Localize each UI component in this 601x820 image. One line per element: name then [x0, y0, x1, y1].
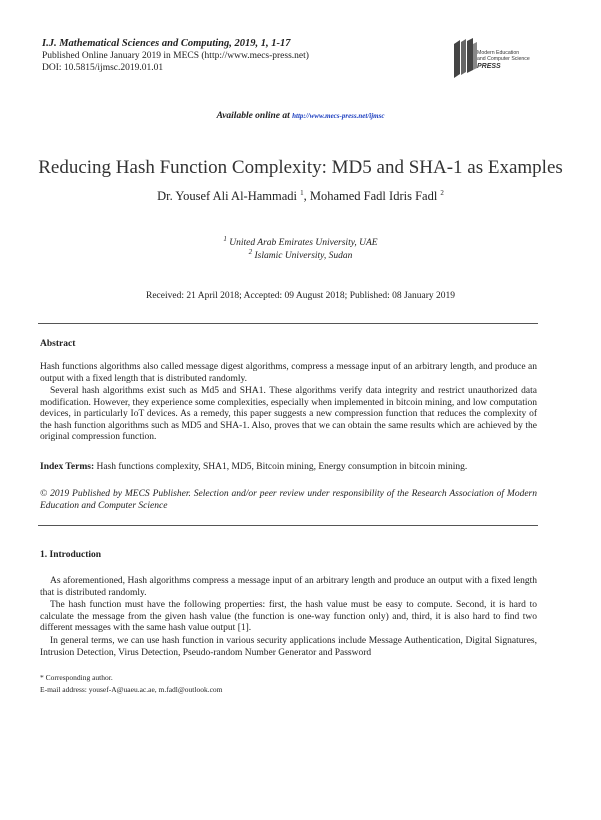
index-terms-text: Hash functions complexity, SHA1, MD5, Bitcoin mining, Energy consumption in bitcoin mining. [96, 462, 468, 472]
doi: DOI: 10.5815/ijmsc.2019.01.01 [42, 63, 164, 73]
abstract-paragraph-1: Hash functions algorithms also called message digest algorithms, compress a message input of an arbitrary length, and produce an output with a fixed length that is distributed randomly. [40, 362, 537, 384]
paper-title: Reducing Hash Function Complexity: MD5 and SHA-1 as Examples [38, 157, 563, 178]
divider-bottom [38, 525, 538, 526]
available-online [0, 111, 601, 121]
intro-paragraph-3: In general terms, we can use hash function in various security applications include Message Authentication, Digital Signatures, Intrusion Detection, Virus Detection, Pseudo-random Number Generator and Password [40, 636, 537, 658]
author-2-sup: 2 [440, 189, 444, 197]
abstract-heading: Abstract [40, 339, 76, 349]
logo-press: PRESS [477, 63, 501, 70]
abstract-paragraph-2: Several hash algorithms exist such as Md5 and SHA1. These algorithms verify data integrity and restrict unauthorized data modification. However, they experience some complexities, especially when implemented in bitcoin mining, and low computation devices, in particularly IoT devices. As a remedy, this paper suggests a new compression function that reduces the complexity of the hash function algorithms such as MD5 and SHA-1. Also, proves that we can obtain the same results which are achieved by the original compression function. [40, 386, 537, 443]
journal-name: I.J. Mathematical Sciences and Computing, 2019, 1, 1-17 [42, 38, 291, 49]
introduction-heading: 1. Introduction [40, 550, 102, 560]
affiliation-2: $^2$ Islamic University, Sudan [248, 248, 353, 262]
authors: Dr. Yousef Ali Al-Hammadi $^1$, Mohamed Fadl Idris Fadl $^2$ [157, 189, 444, 204]
author-1-sup: 1 [300, 189, 304, 197]
divider-top [38, 323, 538, 324]
journal-url-link[interactable]: http://www.mecs-press.net/ijmsc [292, 112, 385, 120]
mecs-press-logo [452, 38, 538, 82]
intro-paragraph-2: The hash function must have the following properties: first, the hash value must be easy to compute. Second, it is hard to calculate the message from the given hash value (the function is one-way function only) and, third, it is also hard to find two different messages with the same hash value output [1]. [40, 600, 537, 634]
published-online: Published Online January 2019 in MECS (http://www.mecs-press.net) [42, 51, 309, 61]
publication-dates: Received: 21 April 2018; Accepted: 09 August 2018; Published: 08 January 2019 [146, 291, 455, 301]
intro-paragraph-1: As aforementioned, Hash algorithms compress a message input of an arbitrary length and produce an output with a fixed length that is distributed randomly. [40, 576, 537, 598]
affiliation-1: $^1$ United Arab Emirates University, UAE [223, 235, 378, 249]
available-label: Available online at [216, 111, 290, 121]
footnote-corresponding: * Corresponding author. [40, 673, 113, 682]
logo-wordmark: Modern Education and Computer Science [477, 50, 530, 62]
author-1: Dr. Yousef Ali Al-Hammadi [157, 189, 297, 204]
index-terms-label: Index Terms: [40, 462, 95, 472]
index-terms [40, 462, 537, 472]
copyright-notice: © 2019 Published by MECS Publisher. Selection and/or peer review under responsibility of the Research Association of Modern Education and Computer Science [40, 489, 537, 511]
footnote-email: E-mail address: yousef-A@uaeu.ac.ae, m.fadl@outlook.com [40, 685, 223, 694]
author-2: Mohamed Fadl Idris Fadl [309, 189, 438, 204]
book-stack-icon [452, 38, 478, 78]
